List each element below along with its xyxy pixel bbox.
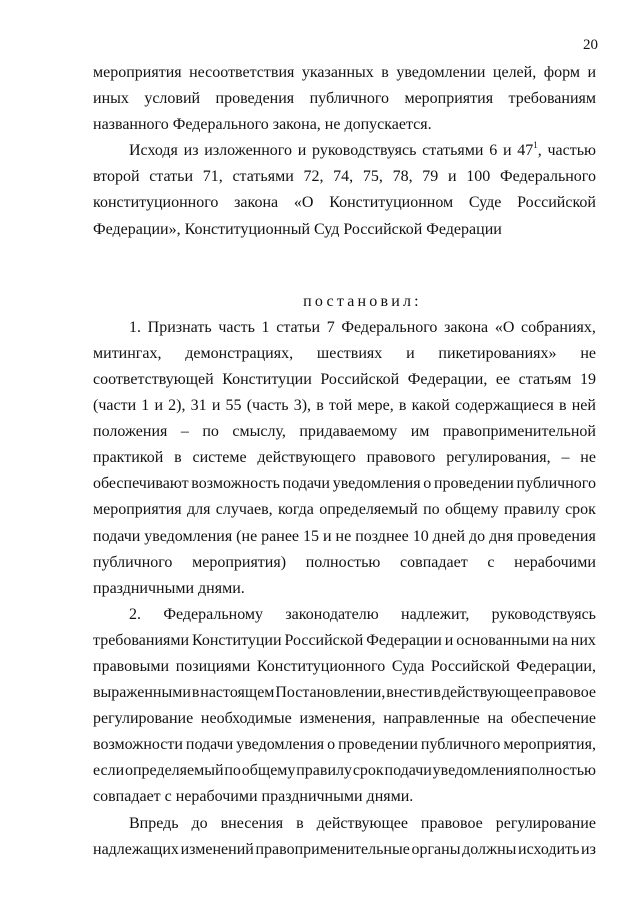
word: правилу xyxy=(503,501,560,519)
text-line xyxy=(93,602,596,628)
text-line: Федерации», Конституционный Суд Российской Федерации xyxy=(93,220,502,238)
word: и xyxy=(323,527,332,545)
word: Российской xyxy=(284,631,364,649)
word: (части xyxy=(93,397,137,415)
word: них xyxy=(570,631,596,649)
word: придаваемому xyxy=(299,423,398,441)
word: 78, xyxy=(392,168,413,186)
paragraph-spacer xyxy=(93,243,596,266)
word: Исходя xyxy=(129,142,178,160)
word: общему xyxy=(444,501,499,519)
text-line xyxy=(93,86,596,112)
word: действующее xyxy=(316,814,408,832)
word: правовое xyxy=(420,814,483,832)
word: мероприятия xyxy=(404,90,494,108)
word: общему xyxy=(241,762,296,780)
word: регулирования, xyxy=(446,449,551,467)
word: подачи xyxy=(185,736,234,754)
word: правилу xyxy=(296,762,352,780)
text-line xyxy=(93,315,596,341)
word: 2), xyxy=(168,397,186,415)
word: статьям xyxy=(518,370,572,388)
word: позднее xyxy=(355,527,409,545)
word: правоприменительной xyxy=(442,423,596,441)
word: мере, xyxy=(357,397,394,415)
word: публичного xyxy=(93,553,173,571)
word: положения xyxy=(93,423,168,441)
word: законодателю xyxy=(285,605,379,623)
word: часть xyxy=(218,318,255,336)
word: «О xyxy=(494,318,515,336)
word: ее xyxy=(495,370,511,388)
paragraph xyxy=(93,138,596,242)
word: 3), xyxy=(293,397,312,415)
word: целей, xyxy=(492,64,537,81)
text-line xyxy=(93,445,596,471)
text-line: праздничными днями. xyxy=(93,579,245,597)
word: 75, xyxy=(362,168,383,186)
word: и xyxy=(447,168,457,186)
word: – xyxy=(180,423,189,441)
article-superscript: 1 xyxy=(533,140,538,151)
text-line xyxy=(93,758,596,784)
text-line xyxy=(93,550,596,576)
word: 79 xyxy=(422,168,439,186)
word: надлежащих xyxy=(93,840,179,858)
word: срок xyxy=(352,762,384,780)
text-line xyxy=(93,654,596,680)
word: внесения xyxy=(220,814,284,832)
word: (часть xyxy=(246,397,289,415)
word: полностью xyxy=(305,553,381,571)
word: не xyxy=(335,527,352,545)
word: Суда xyxy=(391,657,425,675)
word: Федерального xyxy=(499,168,596,186)
word: публичного xyxy=(516,475,596,493)
word: дня xyxy=(489,527,514,545)
text-line xyxy=(93,837,596,863)
word: в xyxy=(296,814,304,832)
word: руководствуясь xyxy=(312,142,417,160)
word: конституционного xyxy=(93,194,219,212)
paragraph-spacer xyxy=(93,266,596,289)
word: на xyxy=(552,631,568,649)
word: им xyxy=(410,423,430,441)
word: Конституции xyxy=(222,370,312,388)
word: шествиях xyxy=(316,344,383,362)
paragraph xyxy=(93,602,596,811)
word: 55 xyxy=(225,397,242,415)
word: внести xyxy=(386,684,433,702)
word: о xyxy=(327,736,336,754)
word: в xyxy=(191,684,200,702)
word: проведения xyxy=(517,527,596,545)
text-line xyxy=(93,393,596,419)
word: по xyxy=(224,762,241,780)
word: Впредь xyxy=(129,814,179,832)
word: системе xyxy=(192,449,247,467)
word: о xyxy=(423,475,432,493)
word: мероприятия xyxy=(93,64,182,81)
word: Федерации xyxy=(366,631,442,649)
text-line xyxy=(93,367,596,393)
word: возможность xyxy=(191,475,280,493)
page-number: 20 xyxy=(583,37,598,53)
word: 1 xyxy=(141,397,150,415)
word: соответствующей xyxy=(93,370,214,388)
word: закона xyxy=(444,318,489,336)
word: 10 xyxy=(412,527,429,545)
word: правовое xyxy=(534,684,596,702)
word: ней xyxy=(571,397,596,415)
word: митингах, xyxy=(93,344,162,362)
word: 72, xyxy=(303,168,324,186)
word: уведомления xyxy=(332,475,421,493)
word: органы xyxy=(411,840,461,858)
word: действующее xyxy=(441,684,534,702)
word: необходимые xyxy=(200,710,292,728)
word: Конституционном xyxy=(329,194,454,212)
word: подачи xyxy=(384,762,432,780)
word: статьи xyxy=(149,168,194,186)
word: если xyxy=(93,762,125,780)
word: срок xyxy=(565,501,596,519)
word: 47 xyxy=(517,142,534,160)
word: регулирование xyxy=(93,710,194,728)
word: – xyxy=(561,449,570,467)
word: Конституции xyxy=(191,631,282,649)
word: 1 xyxy=(261,318,270,336)
document-body xyxy=(93,60,596,863)
text-line xyxy=(93,138,596,164)
word: 6 xyxy=(489,142,498,160)
word: мероприятия xyxy=(93,501,182,519)
word: Федеральному xyxy=(163,605,264,623)
word: пикетированиях» xyxy=(438,344,557,362)
word: надлежит, xyxy=(401,605,470,623)
word: требованиям xyxy=(508,90,596,108)
word: статьями xyxy=(422,142,484,160)
word: требованиями xyxy=(93,631,190,649)
word: совпадает xyxy=(400,553,468,571)
word: собраниях, xyxy=(521,318,596,336)
word: из xyxy=(581,840,596,858)
word: 31 xyxy=(190,397,207,415)
word: (не xyxy=(236,527,258,545)
word: и xyxy=(297,142,307,160)
word: ранее xyxy=(261,527,300,545)
word: в xyxy=(316,397,324,415)
word: форм xyxy=(543,64,580,81)
word: несоответствия xyxy=(189,64,295,81)
word: не xyxy=(580,344,596,362)
word: Федерального xyxy=(341,318,438,336)
word: 7 xyxy=(326,318,335,336)
word: когда xyxy=(277,501,314,519)
word: Суде xyxy=(468,194,502,212)
word: 2. xyxy=(129,605,141,623)
word: Конституционного xyxy=(256,657,386,675)
word: проведения xyxy=(215,90,295,108)
word: обеспечивают xyxy=(93,475,189,493)
word: по xyxy=(202,423,219,441)
word: и xyxy=(502,142,512,160)
word: до xyxy=(469,527,486,545)
word: определяемый xyxy=(124,762,224,780)
word: иных xyxy=(93,90,129,108)
text-line: названного Федерального закона, не допускается. xyxy=(93,116,432,134)
word: исходить xyxy=(518,840,580,858)
word: Признать xyxy=(147,318,212,336)
word: уведомления xyxy=(236,736,325,754)
word: Постановлении, xyxy=(275,684,386,702)
word: и xyxy=(406,344,415,362)
text-line xyxy=(93,524,596,550)
word: нерабочими xyxy=(514,553,596,571)
word: должны xyxy=(462,840,517,858)
word: смыслу, xyxy=(232,423,286,441)
text-line xyxy=(93,497,596,523)
word: практикой xyxy=(93,449,164,467)
word: какой xyxy=(411,397,450,415)
article-reference: $47^1$, xyxy=(517,140,542,160)
word: выраженными xyxy=(93,684,191,702)
word: в xyxy=(381,64,389,81)
word: проведении xyxy=(338,736,418,754)
word: и xyxy=(211,397,221,415)
text-line xyxy=(93,60,596,86)
word: статьями xyxy=(232,168,294,186)
paragraph xyxy=(93,315,596,602)
text-line xyxy=(93,680,596,706)
word: частью xyxy=(547,142,596,160)
word: уведомления xyxy=(432,762,521,780)
resolution-heading xyxy=(93,289,596,315)
text-line xyxy=(93,628,596,654)
word: дней xyxy=(432,527,466,545)
word: изменения, xyxy=(299,710,376,728)
text-line xyxy=(93,419,596,445)
word: основанными xyxy=(456,631,550,649)
word: для xyxy=(186,501,211,519)
word: 1. xyxy=(129,318,141,336)
word: с xyxy=(487,553,495,571)
word: позициями xyxy=(175,657,251,675)
text-line xyxy=(93,732,596,758)
text-line xyxy=(93,341,596,367)
paragraph xyxy=(93,811,596,863)
word: на xyxy=(487,710,504,728)
word: в xyxy=(398,397,407,415)
word: Российской xyxy=(430,657,510,675)
word: публичного xyxy=(309,90,390,108)
text-line xyxy=(93,471,596,497)
word: 74, xyxy=(333,168,354,186)
heading-line: постановил: xyxy=(303,292,422,310)
word: мероприятия, xyxy=(503,736,596,754)
word: и xyxy=(444,631,454,649)
word: той xyxy=(328,397,353,415)
word: регулирование xyxy=(495,814,596,832)
word: направленные xyxy=(383,710,480,728)
word: руководствуясь xyxy=(491,605,596,623)
word: Федерации, xyxy=(516,657,596,675)
word: настоящем xyxy=(200,684,275,702)
word: публичного xyxy=(420,736,501,754)
word: правового xyxy=(366,449,436,467)
word: Российской xyxy=(320,370,400,388)
word: Российской xyxy=(517,194,596,212)
text-line: совпадает с нерабочими праздничными днями. xyxy=(93,788,414,806)
word: правовыми xyxy=(93,657,170,675)
word: подачи xyxy=(93,527,141,545)
text-line xyxy=(93,811,596,837)
text-line xyxy=(93,190,596,216)
text-line xyxy=(93,706,596,732)
word: статьи xyxy=(276,318,321,336)
word: уведомлении xyxy=(396,64,486,81)
word: определяемый xyxy=(319,501,418,519)
word: Федерации, xyxy=(407,370,488,388)
word: правоприменительные xyxy=(255,840,410,858)
word: указанных xyxy=(301,64,374,81)
word: «О xyxy=(293,194,314,212)
word: полностью xyxy=(521,762,596,780)
paragraph xyxy=(93,60,596,138)
word: до xyxy=(191,814,208,832)
word: и xyxy=(587,64,596,81)
word: возможности xyxy=(93,736,183,754)
word: случаев, xyxy=(215,501,273,519)
word: демонстрациях, xyxy=(185,344,294,362)
word: не xyxy=(580,449,596,467)
word: 100 xyxy=(466,168,491,186)
word: действующего xyxy=(257,449,356,467)
word: обеспечение xyxy=(510,710,596,728)
word: из xyxy=(183,142,199,160)
word: мероприятия) xyxy=(192,553,287,571)
word: изложенного xyxy=(204,142,292,160)
word: 71, xyxy=(202,168,223,186)
word: проведении xyxy=(433,475,514,493)
word: и xyxy=(154,397,164,415)
word: по xyxy=(423,501,440,519)
word: закона xyxy=(234,194,279,212)
word: в xyxy=(558,397,567,415)
word: подачи xyxy=(282,475,330,493)
word: второй xyxy=(93,168,140,186)
word: условий xyxy=(144,90,201,108)
word: изменений xyxy=(180,840,254,858)
word: содержащиеся xyxy=(454,397,554,415)
word: в xyxy=(174,449,182,467)
text-line xyxy=(93,164,596,190)
word: уведомления xyxy=(144,527,233,545)
word: в xyxy=(433,684,441,702)
word: 15 xyxy=(303,527,320,545)
word: 19 xyxy=(579,370,596,388)
